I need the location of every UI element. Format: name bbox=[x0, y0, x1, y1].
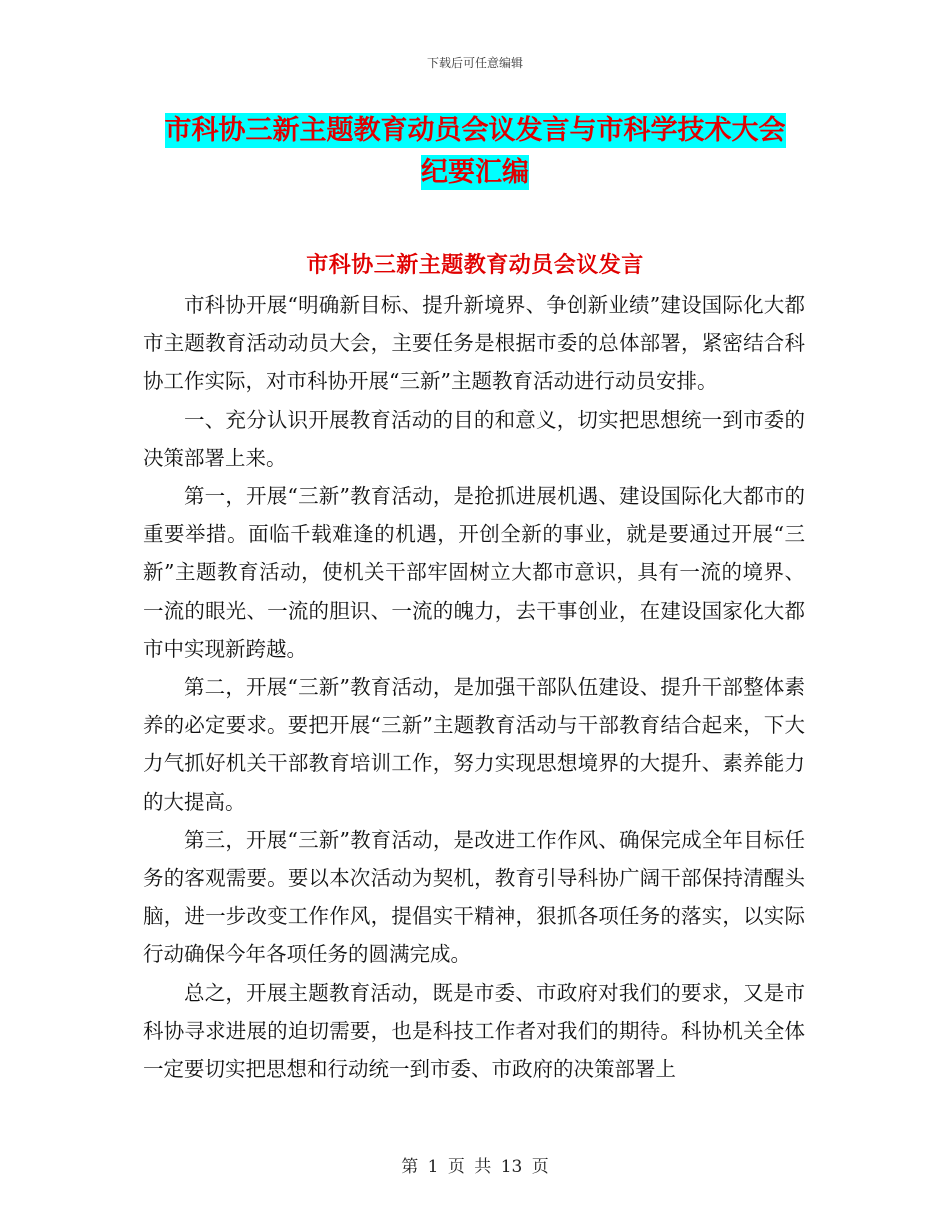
document-title-line-1: 市科协三新主题教育动员会议发言与市科学技术大会 bbox=[164, 115, 786, 146]
paragraph-first: 第一，开展“三新”教育活动，是抢抓进展机遇、建设国际化大都市的重要举措。面临千载难逢的机遇，开创全新的事业，就是要通过开展“三新”主题教育活动，使机关干部牢固树立大都市意识，具有一流的境界、一流的眼光、一流的胆识、一流的魄力，去干事创业，在建设国家化大都市中实现新跨越。 bbox=[143, 484, 805, 661]
document-body bbox=[143, 286, 805, 1088]
document-title-line-2: 纪要汇编 bbox=[421, 157, 529, 188]
paragraph-summary: 总之，开展主题教育活动，既是市委、市政府对我们的要求，又是市科协寻求进展的迫切需要，也是科技工作者对我们的期待。科协机关全体一定要切实把思想和行动统一到市委、市政府的决策部署上 bbox=[143, 980, 805, 1082]
paragraph-third: 第三，开展“三新”教育活动，是改进工作作风、确保完成全年目标任务的客观需要。要以本次活动为契机，教育引导科协广阔干部保持清醒头脑，进一步改变工作作风，提倡实干精神，狠抓各项任务的落实，以实际行动确保今年各项任务的圆满完成。 bbox=[143, 827, 805, 967]
paragraph-intro: 市科协开展“明确新目标、提升新境界、争创新业绩”建设国际化大都市主题教育活动动员大会，主要任务是根据市委的总体部署，紧密结合科协工作实际，对市科协开展“三新”主题教育活动进行动员安排。 bbox=[143, 293, 805, 394]
section-title: 市科协三新主题教育动员会议发言 bbox=[306, 253, 644, 278]
page-number: 第 1 页 共 13 页 bbox=[401, 1157, 549, 1177]
paragraph-heading-1: 一、充分认识开展教育活动的目的和意义，切实把思想统一到市委的决策部署上来。 bbox=[143, 407, 805, 470]
header-note: 下载后可任意编辑 bbox=[426, 56, 523, 70]
document-title bbox=[140, 110, 810, 194]
paragraph-second: 第二，开展“三新”教育活动，是加强干部队伍建设、提升干部整体素养的必定要求。要把开展“三新”主题教育活动与干部教育结合起来，下大力气抓好机关干部教育培训工作，努力实现思想境界的大提升、素养能力的大提高。 bbox=[143, 675, 805, 814]
